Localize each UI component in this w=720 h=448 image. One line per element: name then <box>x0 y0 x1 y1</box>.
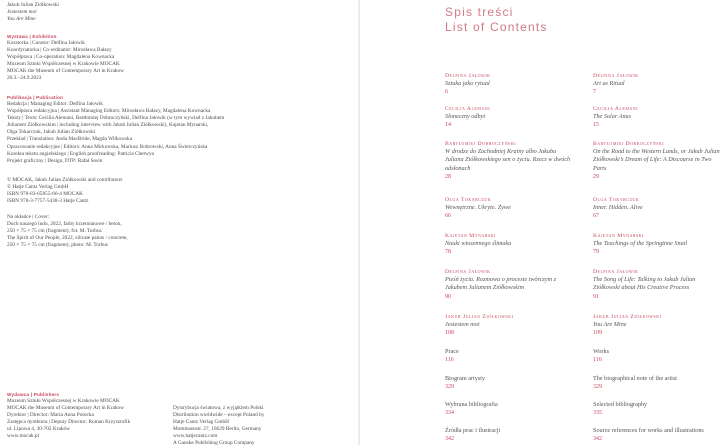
publication-line: Współpraca redakcyjna | Assistant Managing Editors: Mirosława Bałazy, Magdalena Kownacka <box>7 108 211 115</box>
toc-entry[interactable] <box>593 105 720 130</box>
isbn-line: ISBN 978-83-65855-66-4 MOCAK <box>7 191 83 198</box>
toc-page-number: 29 <box>593 173 599 180</box>
publisher-heading: Wydawca | Publishers <box>7 392 60 397</box>
toc-entry[interactable] <box>593 401 720 417</box>
publisher-line: MOCAK the Museum of Contemporary Art in Krakow <box>7 405 124 412</box>
cover-line: 250 × 75 × 75 cm (fragment), fot. M. Torbus <box>7 228 102 235</box>
toc-page-number: 334 <box>445 410 454 417</box>
toc-page-number: 66 <box>445 213 451 220</box>
toc-entry-title: The Song of Life: Talking to Jakub Julian Ziółkowski about His Creative Process <box>593 276 696 292</box>
publisher-website: www.mocak.pl <box>7 433 40 440</box>
toc-entry[interactable] <box>445 313 573 338</box>
toc-author: Jakub Julian Ziółkowski <box>445 314 514 320</box>
distribution-line: Distribution worldwide – except Poland by <box>173 412 265 419</box>
publisher-line: Muzeum Sztuki Współczesnej w Krakowie MOCAK <box>7 398 120 404</box>
exhibition-line: Współpraca | Co-operation: Magdalena Kownacka <box>7 54 115 61</box>
toc-entry[interactable] <box>593 348 720 364</box>
exhibition-section <box>7 33 347 83</box>
toc-entry[interactable] <box>593 140 720 181</box>
toc-page-number: 14 <box>445 122 451 129</box>
publisher-line: Zastępca dyrektora | Deputy Director: Roman Krzysztofik <box>7 419 131 426</box>
toc-entry-title: Nauki wiosennego ślimaka <box>445 240 512 248</box>
toc-entry[interactable] <box>445 72 573 97</box>
toc-entry[interactable] <box>445 427 573 443</box>
toc-author: Bartłomiej Dobroczyński <box>445 141 517 147</box>
toc-entry[interactable] <box>445 348 573 364</box>
toc-entry[interactable] <box>445 375 573 391</box>
isbn-line: ISBN 978-3-7757-5438-3 Hatje Cantz <box>7 198 89 205</box>
publication-section <box>7 94 347 165</box>
distribution-address: Mommsenstr. 27, 10629 Berlin, Germany <box>173 426 262 433</box>
toc-entry-title: Słoneczny odbyt <box>445 113 486 121</box>
toc-entry[interactable] <box>593 427 720 443</box>
toc-author: Olga Tokarczuk <box>445 197 492 203</box>
toc-page-number: 329 <box>445 384 454 391</box>
publication-line: Julianem Ziółkowskim | including interview with Jakub Julian Ziółkowski), Kajetan Mynarski, <box>7 122 209 129</box>
toc-entry[interactable] <box>593 72 720 97</box>
toc-author: Cecilia Alemani <box>593 106 639 112</box>
cover-line: Duch naszego ludu, 2022, farby krzemianowe / beton, <box>7 221 122 228</box>
toc-page-number: 78 <box>445 249 451 256</box>
exhibition-line: Kuratorka | Curator: Delfina Jałowik <box>7 40 85 46</box>
toc-title-pl: Spis treści <box>445 5 514 19</box>
exhibition-line: 20.3.–24.9.2023 <box>7 75 42 82</box>
book-header <box>7 2 347 23</box>
copyright-line: © MOCAK, Jakub Julian Ziółkowski and contributors <box>7 177 123 183</box>
copyright-line: © Hatje Cantz Verlag GmbH <box>7 184 69 191</box>
toc-page-number: 91 <box>593 293 599 300</box>
toc-entry-title: Wewnętrzne. Ukryte. Żywe <box>445 204 511 212</box>
publication-line: Olga Tokarczuk, Jakub Julian Ziółkowski <box>7 129 96 136</box>
colophon-page <box>0 0 360 445</box>
distribution-line: A Ganske Publishing Group Company <box>173 440 255 447</box>
cover-label: Na okładce | Cover: <box>7 214 50 220</box>
toc-page-number: 7 <box>593 89 596 96</box>
toc-entry[interactable] <box>593 375 720 391</box>
publisher-section <box>7 391 347 447</box>
title-pl: Jestestem moi <box>7 9 37 16</box>
toc-page-number: 116 <box>593 357 602 364</box>
toc-entry-title: Pieśń życia. Rozmowa o procesie twórczym z Jakubem Julianem Ziółkowskim <box>445 276 557 292</box>
toc-entry[interactable] <box>593 313 720 338</box>
toc-title-en: List of Contents <box>445 19 548 34</box>
toc-entry[interactable] <box>445 105 573 130</box>
toc-entry[interactable] <box>593 268 720 301</box>
distribution-line: Hatje Cantz Verlag GmbH <box>173 419 229 426</box>
artist-name: Jakub Julian Ziółkowski <box>7 2 59 8</box>
toc-entry-title: Jestestem moi <box>445 321 480 329</box>
publisher-hatje <box>173 405 343 448</box>
cover-line: The Spirit of Our People, 2022, silicate paints / concrete, <box>7 235 128 242</box>
toc-page-number: 342 <box>593 436 602 443</box>
toc-entry-title: On the Road to the Western Lands, or Jakub Julian Ziółkowski’s Dream of Life: A Discourse in Two Parts <box>593 148 720 172</box>
publication-line: Redakcja | Managing Editor: Delfina Jałowik <box>7 101 103 107</box>
toc-author: Delfina Jałowik <box>593 269 639 275</box>
publisher-address: ul. Lipowa 4, 30-702 Kraków <box>7 426 70 433</box>
publication-heading: Publikacja | Publication <box>7 95 64 100</box>
toc-entry-title: Selected bibliography <box>593 401 648 408</box>
toc-page-number: 342 <box>445 436 454 443</box>
toc-author: Cecilia Alemani <box>445 106 491 112</box>
toc-entry-title: The Teachings of the Springtime Snail <box>593 240 688 248</box>
rights-section <box>7 177 347 205</box>
publication-line: Przekład | Translation: Anda MacBride, Magda Wilkowska <box>7 136 133 143</box>
toc-page-number: 67 <box>593 213 599 220</box>
toc-author: Delfina Jałowik <box>445 269 491 275</box>
toc-entry-title: Prace <box>445 348 459 355</box>
toc-author: Kajetan Mynarski <box>445 233 496 239</box>
cover-line: 250 × 75 × 75 cm (fragment), photo: M. Torbus <box>7 242 108 249</box>
toc-entry-title: Wybrana bibliografia <box>445 401 498 408</box>
toc-page-number: 329 <box>593 384 602 391</box>
toc-entry[interactable] <box>445 140 573 181</box>
toc-title <box>445 5 548 34</box>
toc-entry[interactable] <box>593 232 720 257</box>
toc-entry[interactable] <box>445 232 573 257</box>
publication-line: Opracowanie redakcyjne | Editors: Anna Mirkowska, Mariusz Bobrowski, Anna Świerczyńska <box>7 143 208 150</box>
toc-page-number: 90 <box>445 293 451 300</box>
toc-entry-title: Sztuka jako rytuał <box>445 80 490 88</box>
toc-page-number: 335 <box>593 410 602 417</box>
exhibition-heading: Wystawa | Exhibition <box>7 34 57 39</box>
distribution-website: www.hatjecantz.com <box>173 433 218 440</box>
toc-page-number: 28 <box>445 173 451 180</box>
toc-author: Olga Tokarczuk <box>593 197 640 203</box>
toc-entry[interactable] <box>445 401 573 417</box>
toc-author: Kajetan Mynarski <box>593 233 644 239</box>
toc-page-number: 109 <box>593 330 602 337</box>
toc-author: Delfina Jałowik <box>593 73 639 79</box>
toc-entry[interactable] <box>445 196 573 221</box>
toc-entry[interactable] <box>445 268 573 301</box>
publisher-mocak <box>7 398 172 441</box>
toc-entry-title: Źródła prac i ilustracji <box>445 427 501 434</box>
toc-author: Delfina Jałowik <box>445 73 491 79</box>
toc-entry-title: W drodze do Zachodniej Krainy albo Jakuba Juliana Ziółkowskiego sen o życiu. Rzecz w dwóch odsłonach <box>445 148 571 172</box>
publisher-line: Dyrektor | Director: Maria Anna Potocka <box>7 412 94 419</box>
cover-section <box>7 214 347 249</box>
toc-page-number: 108 <box>445 330 454 337</box>
contents-page <box>360 0 720 445</box>
exhibition-line: MOCAK the Museum of Contemporary Art in Krakow <box>7 68 124 75</box>
toc-entry-title: Biogram artysty <box>445 375 486 382</box>
toc-page-number: 116 <box>445 357 454 364</box>
title-en: You Are Mine <box>7 16 36 23</box>
toc-page-number: 15 <box>593 122 599 129</box>
publication-line: Projekt graficzny | Design, DTP: Rafał Sosin <box>7 157 103 164</box>
publication-line: Korekta tekstu angielskiego | English proofreading: Patricia Chetwyn <box>7 150 155 157</box>
toc-author: Bartłomiej Dobroczyński <box>593 141 665 147</box>
publication-line: Teksty | Texts: Cecilia Alemani, Bartłomiej Dobroczyński, Delfina Jałowik (w tym wywiad z Jakubem <box>7 115 225 122</box>
toc-author: Jakub Julian Ziółkowski <box>593 314 662 320</box>
toc-entry-title: Inner. Hidden. Alive <box>593 204 643 212</box>
toc-entry-title: You Are Mine <box>593 321 627 329</box>
toc-page-number: 79 <box>593 249 599 256</box>
distribution-line: Dystrybucja światowa, z wyjątkiem Polski <box>173 405 264 411</box>
toc-entry-title: Works <box>593 348 609 355</box>
toc-entry-title: Art as Ritual <box>593 80 625 88</box>
toc-entry-title: The biographical note of the artist <box>593 375 678 382</box>
toc-entry-title: Source references for works and illustrations <box>593 427 704 434</box>
toc-page-number: 6 <box>445 89 448 96</box>
toc-entry[interactable] <box>593 196 720 221</box>
toc-entry-title: The Solar Anus <box>593 113 632 121</box>
exhibition-line: Koordynatorka | Co-ordinator: Mirosława Bałazy <box>7 47 112 54</box>
exhibition-line: Muzeum Sztuki Współczesnej w Krakowie MOCAK <box>7 61 120 68</box>
